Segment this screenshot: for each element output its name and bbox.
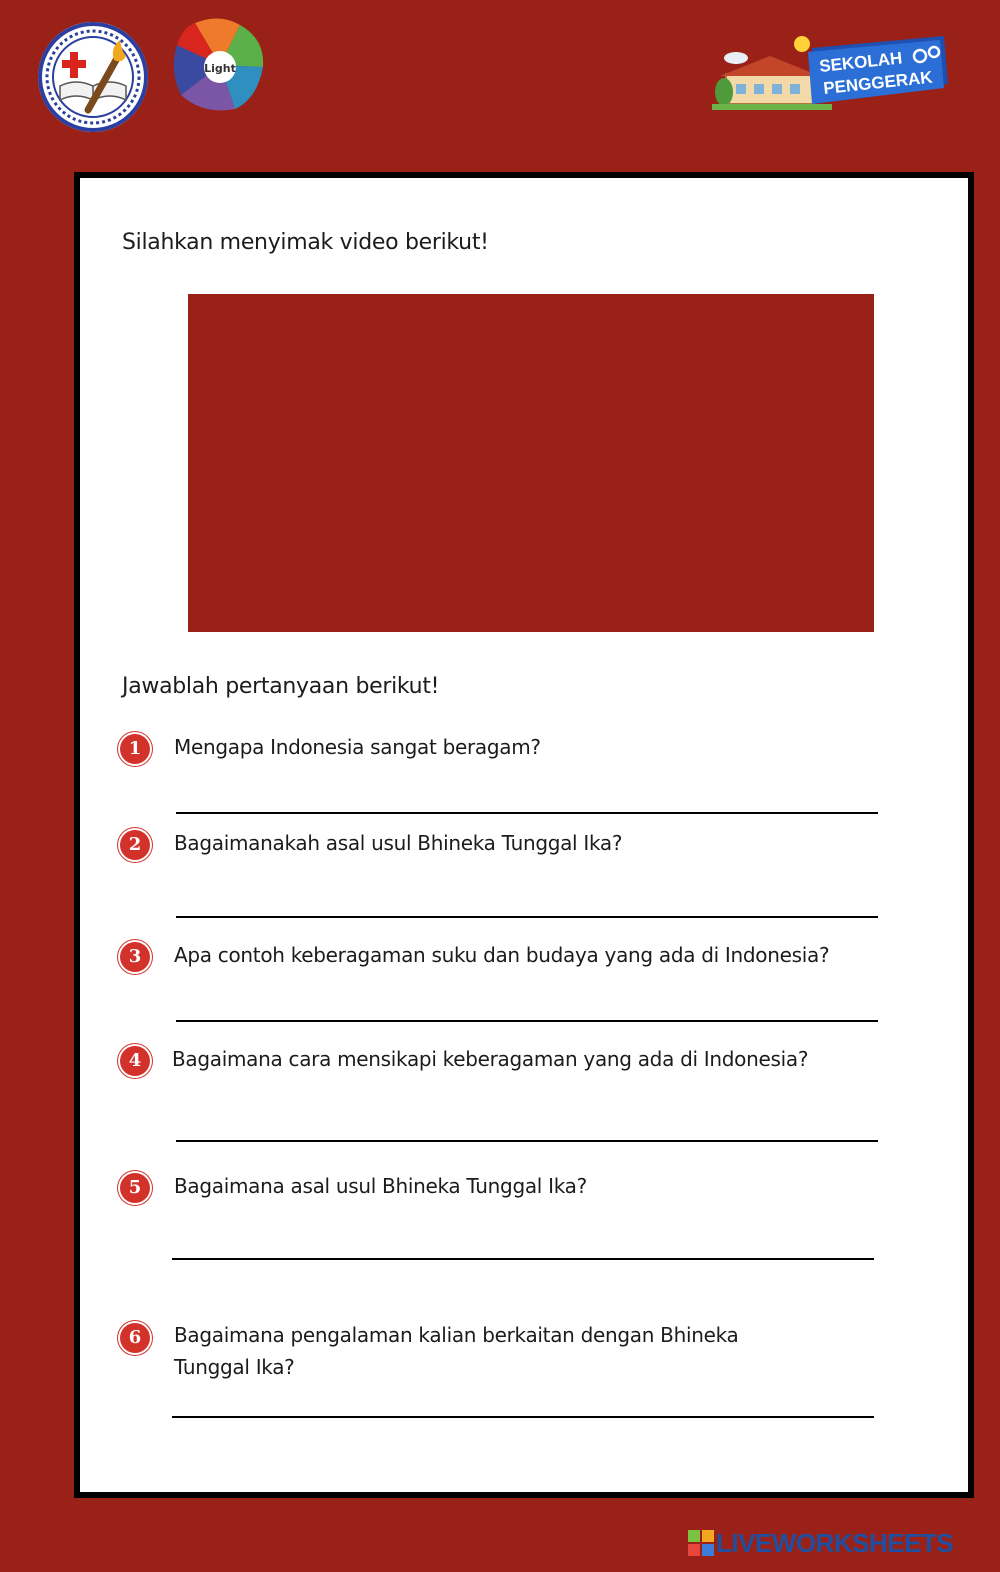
- answer-line[interactable]: [176, 1020, 878, 1022]
- answer-line[interactable]: [176, 1140, 878, 1142]
- sp-line2: PENGGERAK: [822, 67, 934, 98]
- question-text: Mengapa Indonesia sangat beragam?: [174, 735, 541, 759]
- answer-line[interactable]: [172, 1416, 874, 1418]
- question-number-badge: 2: [120, 830, 150, 860]
- brand-text: LIVEWORKSHEETS: [716, 1527, 954, 1558]
- liveworksheets-brand[interactable]: [688, 1526, 953, 1560]
- sekolah-penggerak-logo: [712, 30, 952, 116]
- school-emblem-icon: [36, 20, 150, 134]
- question-number-badge: 4: [120, 1046, 150, 1076]
- sp-line1: SEKOLAH: [818, 48, 904, 76]
- question-text: Bagaimana cara mensikapi keberagaman yang ada di Indonesia?: [172, 1047, 809, 1071]
- questions-heading: Jawablah pertanyaan berikut!: [122, 674, 440, 699]
- intro-text: Silahkan menyimak video berikut!: [122, 230, 489, 255]
- question-text: Bagaimanakah asal usul Bhineka Tunggal Ika?: [174, 831, 623, 855]
- values-flower-icon: [165, 15, 275, 115]
- question-number-badge: 3: [120, 942, 150, 972]
- liveworksheets-logo-icon: [688, 1530, 714, 1556]
- worksheet-card: [74, 172, 974, 1498]
- question-number-badge: 6: [120, 1323, 150, 1353]
- question-number-badge: 1: [120, 734, 150, 764]
- question-text: Apa contoh keberagaman suku dan budaya yang ada di Indonesia?: [174, 943, 830, 967]
- answer-line[interactable]: [176, 916, 878, 918]
- question-number-badge: 5: [120, 1173, 150, 1203]
- question-text: Bagaimana pengalaman kalian berkaitan dengan Bhineka Tunggal Ika?: [174, 1323, 739, 1379]
- svg-text:Light: Light: [204, 62, 236, 75]
- answer-line[interactable]: [176, 812, 878, 814]
- answer-line[interactable]: [172, 1258, 874, 1260]
- header: [0, 0, 1000, 170]
- video-player[interactable]: [188, 294, 874, 632]
- question-text: Bagaimana asal usul Bhineka Tunggal Ika?: [174, 1174, 587, 1198]
